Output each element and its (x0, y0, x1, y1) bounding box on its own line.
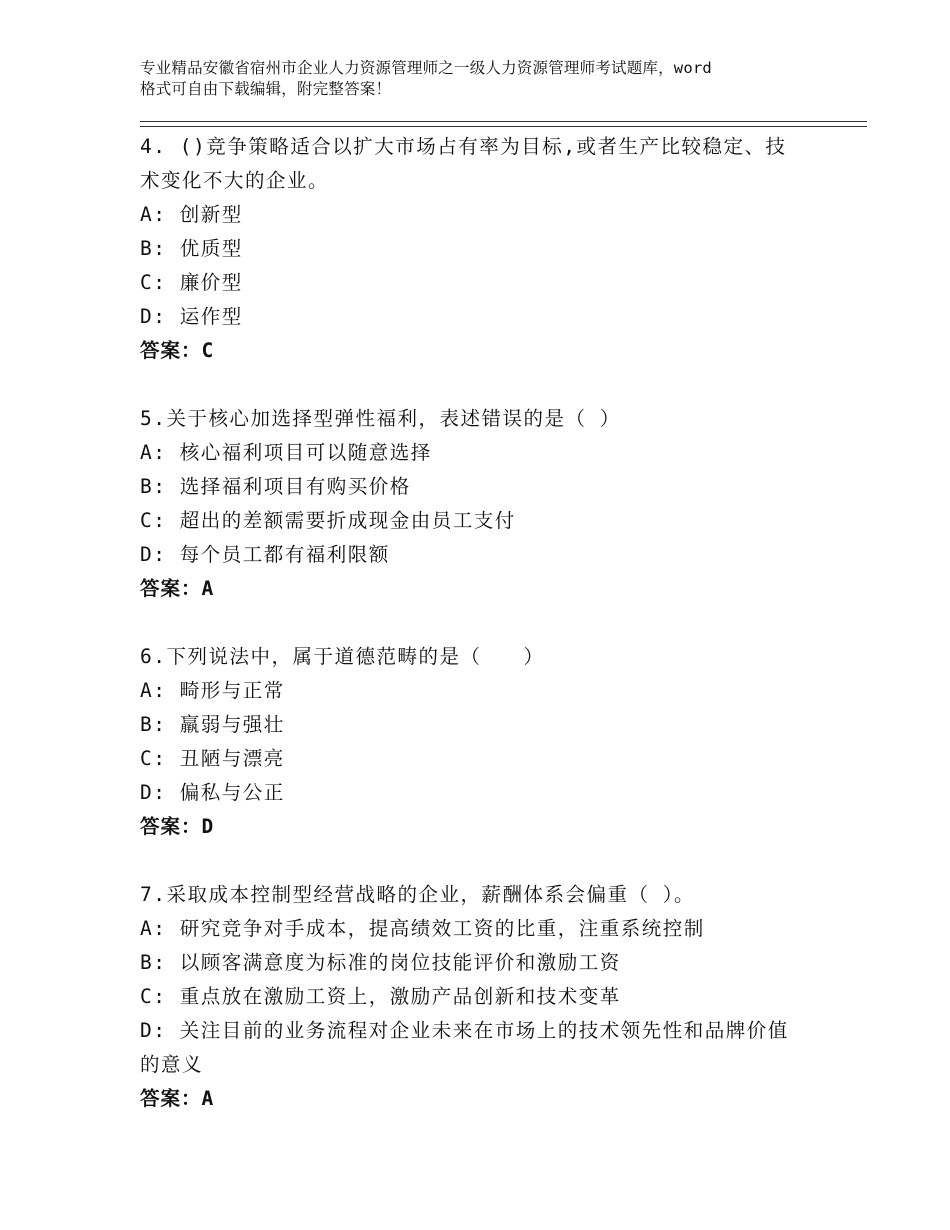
stem-line: 4. ()竞争策略适合以扩大市场占有率为目标,或者生产比较稳定、技 (140, 135, 787, 158)
option-c: C: 丑陋与漂亮 (140, 747, 285, 770)
answer-line (140, 1082, 820, 1116)
stem-line: 术变化不大的企业。 (140, 169, 330, 192)
option-b: B: 以顾客满意度为标准的岗位技能评价和激励工资 (140, 951, 621, 974)
option-d: D: 每个员工都有福利限额 (140, 543, 390, 566)
option-d-continued: 的意义 (140, 1053, 204, 1076)
option-d: D: 关注目前的业务流程对企业未来在市场上的技术领先性和品牌价值 (140, 1019, 789, 1042)
question-stem (140, 128, 820, 198)
question-5 (140, 400, 820, 606)
answer-line (140, 810, 820, 844)
answer-line (140, 572, 820, 606)
header-rule-bottom (140, 126, 867, 127)
question-7 (140, 876, 820, 1116)
question-list (140, 128, 820, 1148)
option-c: C: 重点放在激励工资上，激励产品创新和技术变革 (140, 985, 621, 1008)
option-b: B: 优质型 (140, 237, 243, 260)
document-header (140, 58, 830, 100)
option-d: D: 运作型 (140, 305, 243, 328)
header-line-1: 专业精品安徽省宿州市企业人力资源管理师之一级人力资源管理师考试题库，word (140, 59, 712, 77)
stem-line: 5.关于核心加选择型弹性福利，表述错误的是（ ） (140, 407, 621, 430)
question-stem (140, 638, 820, 674)
question-6 (140, 638, 820, 844)
question-4 (140, 128, 820, 368)
answer-value: A (201, 577, 215, 600)
stem-line: 7.采取成本控制型经营战略的企业，薪酬体系会偏重（ ）。 (140, 883, 695, 906)
answer-label: 答案： (140, 339, 202, 362)
stem-line: 6.下列说法中，属于道德范畴的是（ ） (140, 645, 545, 668)
option-a: A: 研究竞争对手成本，提高绩效工资的比重，注重系统控制 (140, 917, 705, 940)
option-b: B: 选择福利项目有购买价格 (140, 475, 411, 498)
answer-label: 答案： (140, 1087, 202, 1110)
option-c: C: 超出的差额需要折成现金由员工支付 (140, 509, 516, 532)
header-rule-top (140, 121, 867, 122)
answer-value: C (201, 339, 215, 362)
answer-label: 答案： (140, 577, 202, 600)
option-a: A: 核心福利项目可以随意选择 (140, 441, 432, 464)
question-stem (140, 876, 820, 912)
answer-line (140, 334, 820, 368)
option-a: A: 畸形与正常 (140, 679, 285, 702)
answer-value: D (201, 815, 215, 838)
option-c: C: 廉价型 (140, 271, 243, 294)
answer-value: A (201, 1087, 215, 1110)
option-d: D: 偏私与公正 (140, 781, 285, 804)
option-a: A: 创新型 (140, 203, 243, 226)
answer-label: 答案： (140, 815, 202, 838)
option-b: B: 羸弱与强壮 (140, 713, 285, 736)
header-line-2: 格式可自由下载编辑，附完整答案！ (140, 80, 392, 98)
question-stem (140, 400, 820, 436)
